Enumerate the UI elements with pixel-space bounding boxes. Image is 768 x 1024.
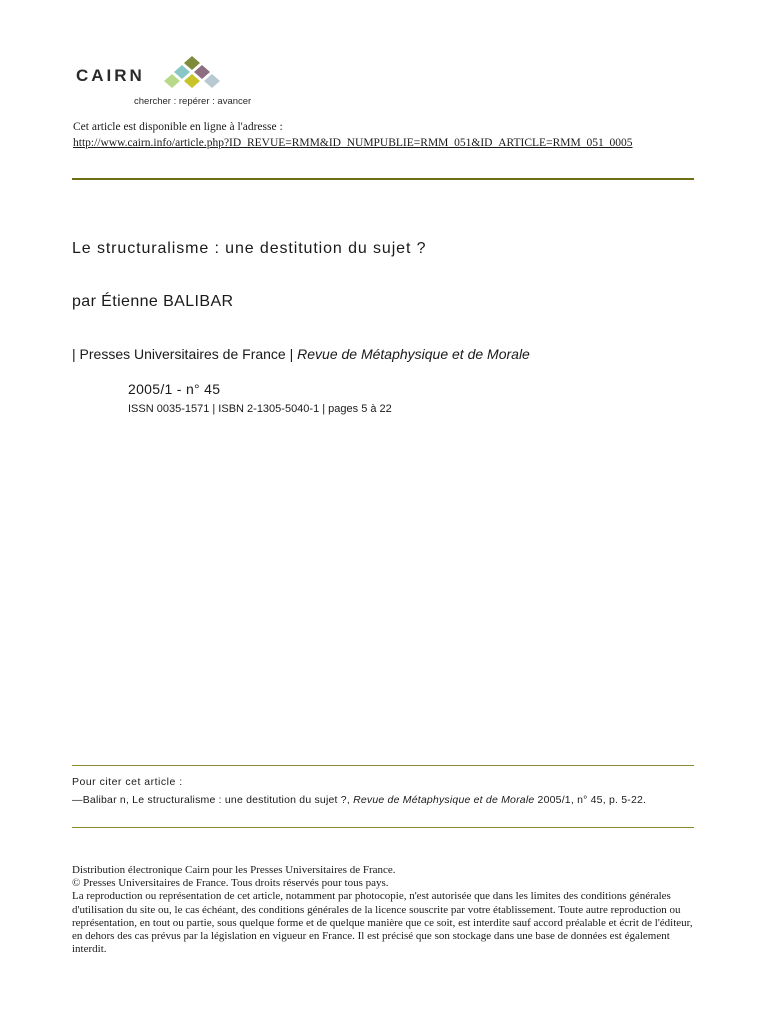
logo-tagline: chercher : repérer : avancer xyxy=(134,96,252,107)
availability-text: Cet article est disponible en ligne à l'adresse : xyxy=(73,121,283,133)
diamond-logo-icon xyxy=(164,56,220,96)
publication-line xyxy=(72,346,530,362)
article-title: Le structuralisme : une destitution du sujet ? xyxy=(72,240,427,257)
logo-wordmark: CAIRN xyxy=(76,66,145,85)
footer-rights: © Presses Universitaires de France. Tous droits réservés pour tous pays. xyxy=(72,877,389,890)
footer-legal-notice: La reproduction ou représentation de cet article, notamment par photocopie, n'est autorisée que dans les limites des conditions générales d'utilisation du site ou, le cas échéant, des conditions générales de la licence souscrite par votre établissement. Toute autre reproduction ou représentation, en tout ou partie, sous quelque forme et de quelque manière que ce soit, est interdite sauf accord préalable et écrit de l'éditeur, en dehors des cas prévus par la législation en vigueur en France. Il est précisé que son stockage dans une base de données est également interdit. xyxy=(72,890,693,956)
header-divider xyxy=(72,178,694,180)
citation-suffix: 2005/1, n° 45, p. 5-22. xyxy=(537,794,647,806)
citation-heading: Pour citer cet article : xyxy=(72,776,183,788)
cairn-logo xyxy=(72,50,258,112)
footer-copyright xyxy=(72,864,697,956)
issn-line: ISSN 0035-1571 | ISBN 2-1305-5040-1 | pages 5 à 22 xyxy=(128,403,392,415)
citation-top-divider xyxy=(72,765,694,766)
citation-text xyxy=(72,793,694,807)
citation-bottom-divider xyxy=(72,827,694,828)
citation-journal: Revue de Métaphysique et de Morale xyxy=(353,794,535,806)
journal-name: Revue de Métaphysique et de Morale xyxy=(297,346,530,362)
article-author: par Étienne BALIBAR xyxy=(72,293,234,310)
issue-number: 2005/1 - n° 45 xyxy=(128,381,221,397)
publisher-name: | Presses Universitaires de France | xyxy=(72,346,294,362)
article-url-link[interactable]: http://www.cairn.info/article.php?ID_REVUE=RMM&ID_NUMPUBLIE=RMM_051&ID_ARTICLE=RMM_051_0005 xyxy=(73,137,633,149)
footer-distribution: Distribution électronique Cairn pour les Presses Universitaires de France. xyxy=(72,864,396,876)
citation-prefix: —Balibar n, Le structuralisme : une destitution du sujet ?, xyxy=(72,794,350,806)
